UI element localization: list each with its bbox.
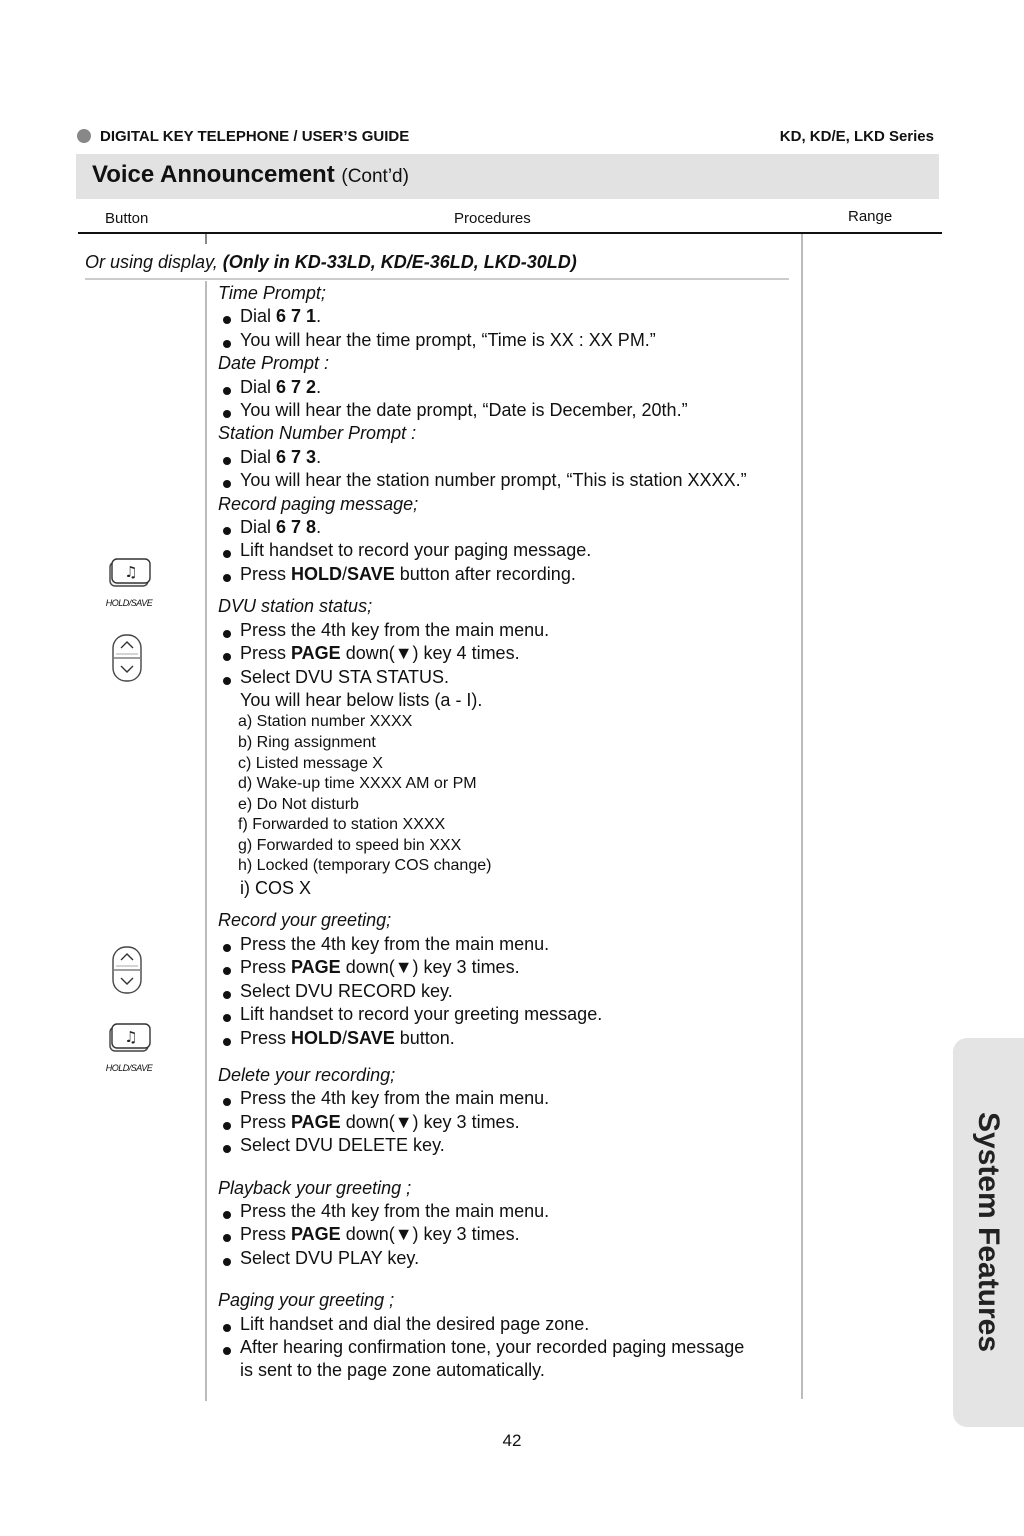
- step-item: [218, 539, 803, 562]
- hold-save-label: HOLD/SAVE: [105, 598, 153, 608]
- step-key: 6 7 1: [276, 306, 317, 327]
- section-heading: Record your greeting;: [218, 910, 392, 931]
- column-header-range: Range: [848, 208, 893, 225]
- step-text: Select DVU STA STATUS.: [240, 666, 450, 687]
- step-item: [218, 1200, 803, 1223]
- step-text: button.: [394, 1027, 455, 1048]
- step-item: [218, 1134, 803, 1157]
- spacer: [218, 1050, 803, 1064]
- note-glyph: ♫: [124, 563, 138, 581]
- status-list-item: a) Station number XXXX: [238, 713, 413, 731]
- step-key: SAVE: [347, 1027, 395, 1048]
- step-text: You will hear the date prompt, “Date is December, 20th.”: [240, 400, 688, 421]
- hold-save-label: HOLD/SAVE: [105, 1063, 153, 1073]
- page-scroll-key-1[interactable]: [110, 632, 144, 689]
- step-text: Select DVU DELETE key.: [240, 1135, 445, 1156]
- step-key: PAGE: [291, 957, 341, 978]
- step-key: PAGE: [291, 1224, 341, 1245]
- step-text: .: [316, 517, 322, 538]
- spacer: [218, 1270, 803, 1289]
- step-item: [218, 1003, 803, 1026]
- step-item: [218, 399, 803, 422]
- section-heading: Record paging message;: [218, 493, 419, 514]
- procedures-content: [218, 282, 803, 1383]
- section-heading: Playback your greeting ;: [218, 1177, 412, 1198]
- title-cont: (Cont’d): [341, 166, 409, 187]
- step-item: [218, 376, 803, 399]
- step-text: Dial: [240, 306, 277, 327]
- step-text: Press: [240, 1111, 292, 1132]
- section-heading: Paging your greeting ;: [218, 1290, 395, 1311]
- step-text: Lift handset to record your greeting message.: [240, 1004, 603, 1025]
- step-item: [218, 642, 803, 665]
- section-heading: Date Prompt :: [218, 353, 330, 374]
- step-item: [218, 1223, 803, 1246]
- note-glyph: ♫: [124, 1028, 138, 1046]
- step-key: HOLD: [291, 1027, 343, 1048]
- page-up-down-key-icon: [110, 632, 144, 684]
- step-item: [218, 516, 803, 539]
- step-key: PAGE: [291, 1111, 341, 1132]
- step-text: Press the 4th key from the main menu.: [240, 933, 550, 954]
- title-main: Voice Announcement: [92, 161, 335, 188]
- step-text: down(▼) key 4 times.: [340, 643, 520, 664]
- step-text: Press: [240, 957, 292, 978]
- step-text: Dial: [240, 446, 277, 467]
- section-heading: Time Prompt;: [218, 283, 326, 303]
- step-item: [218, 1111, 803, 1134]
- step-item: [218, 1313, 803, 1336]
- step-item: [218, 980, 803, 1003]
- step-key: 6 7 3: [276, 446, 317, 467]
- step-text: Press the 4th key from the main menu.: [240, 1088, 550, 1109]
- hold-save-key-icon: [106, 1022, 152, 1056]
- step-text: Select DVU RECORD key.: [240, 980, 453, 1001]
- display-note: [85, 252, 577, 273]
- step-item: [218, 1247, 803, 1270]
- continuation-text: You will hear below lists (a - I).: [240, 689, 483, 710]
- header-rule: [78, 232, 942, 234]
- column-divider-button: [205, 281, 207, 1401]
- section-heading: DVU station status;: [218, 596, 373, 617]
- column-header-button: Button: [105, 210, 149, 227]
- status-list-item: d) Wake-up time XXXX AM or PM: [238, 775, 477, 793]
- spacer: [218, 900, 803, 909]
- header-series: KD, KD/E, LKD Series: [779, 128, 934, 145]
- display-note-prefix: Or using display,: [85, 252, 218, 272]
- display-note-models: (Only in KD-33LD, KD/E-36LD, LKD-30LD): [222, 252, 577, 272]
- step-text: Press the 4th key from the main menu.: [240, 619, 550, 640]
- step-item: [218, 666, 803, 689]
- step-text: Press: [240, 1224, 292, 1245]
- step-text: Press the 4th key from the main menu.: [240, 1200, 550, 1221]
- step-key: 6 7 8: [276, 517, 317, 538]
- step-key: PAGE: [291, 643, 341, 664]
- step-text: .: [316, 376, 322, 397]
- page-up-down-key-icon: [110, 944, 144, 996]
- spacer: [218, 1158, 803, 1177]
- step-text: Dial: [240, 517, 277, 538]
- page-title: [92, 161, 409, 189]
- step-text: /: [342, 1027, 348, 1048]
- step-item: [218, 933, 803, 956]
- step-text: Press: [240, 643, 292, 664]
- status-list-item: f) Forwarded to station XXXX: [238, 816, 446, 834]
- step-text: Lift handset to record your paging message.: [240, 540, 592, 561]
- step-item: [218, 1336, 803, 1359]
- step-item: [218, 1087, 803, 1110]
- header-bullet-icon: [77, 129, 91, 143]
- step-text: Dial: [240, 376, 277, 397]
- step-text: You will hear the time prompt, “Time is XX : XX PM.”: [240, 329, 656, 350]
- step-text: .: [316, 446, 322, 467]
- section-side-tab-label: System Features: [972, 1111, 1005, 1353]
- page-scroll-key-2[interactable]: [110, 944, 144, 1001]
- hold-save-button-1[interactable]: [104, 557, 154, 608]
- column-divider-tick: [205, 234, 207, 244]
- column-header-procedures: Procedures: [454, 210, 531, 227]
- status-list-item: h) Locked (temporary COS change): [238, 857, 492, 875]
- status-list-item: b) Ring assignment: [238, 733, 376, 751]
- page-number: 42: [502, 1431, 522, 1450]
- continuation-text: i) COS X: [240, 878, 312, 899]
- step-text: down(▼) key 3 times.: [340, 1111, 520, 1132]
- step-item: [218, 619, 803, 642]
- step-item: [218, 1027, 803, 1050]
- step-text: /: [342, 563, 348, 584]
- step-text: Press: [240, 1027, 292, 1048]
- step-text: After hearing confirmation tone, your recorded paging message: [240, 1336, 745, 1357]
- step-key: 6 7 2: [276, 376, 317, 397]
- step-text: You will hear the station number prompt, “This is station XXXX.”: [240, 470, 747, 491]
- status-list-item: c) Listed message X: [238, 754, 383, 772]
- hold-save-button-2[interactable]: [104, 1022, 154, 1073]
- step-item: [218, 446, 803, 469]
- section-heading: Delete your recording;: [218, 1064, 396, 1085]
- step-text: Select DVU PLAY key.: [240, 1247, 420, 1268]
- step-item: [218, 305, 803, 328]
- status-list-item: g) Forwarded to speed bin XXX: [238, 836, 462, 854]
- header-guide-title: DIGITAL KEY TELEPHONE / USER’S GUIDE: [100, 128, 410, 145]
- step-key: HOLD: [291, 563, 343, 584]
- step-key: SAVE: [347, 563, 395, 584]
- step-item: [218, 469, 803, 492]
- step-text: .: [316, 306, 322, 327]
- step-text: down(▼) key 3 times.: [340, 1224, 520, 1245]
- continuation-text: is sent to the page zone automatically.: [240, 1360, 545, 1381]
- step-text: Press: [240, 563, 292, 584]
- spacer: [218, 586, 803, 595]
- hold-save-key-icon: [106, 557, 152, 591]
- step-item: [218, 563, 803, 586]
- step-item: [218, 956, 803, 979]
- status-list-item: e) Do Not disturb: [238, 795, 359, 813]
- step-text: down(▼) key 3 times.: [340, 957, 520, 978]
- step-text: button after recording.: [394, 563, 576, 584]
- step-item: [218, 329, 803, 352]
- section-heading: Station Number Prompt :: [218, 423, 417, 444]
- display-note-rule: [85, 278, 789, 280]
- step-text: Lift handset and dial the desired page zone.: [240, 1313, 590, 1334]
